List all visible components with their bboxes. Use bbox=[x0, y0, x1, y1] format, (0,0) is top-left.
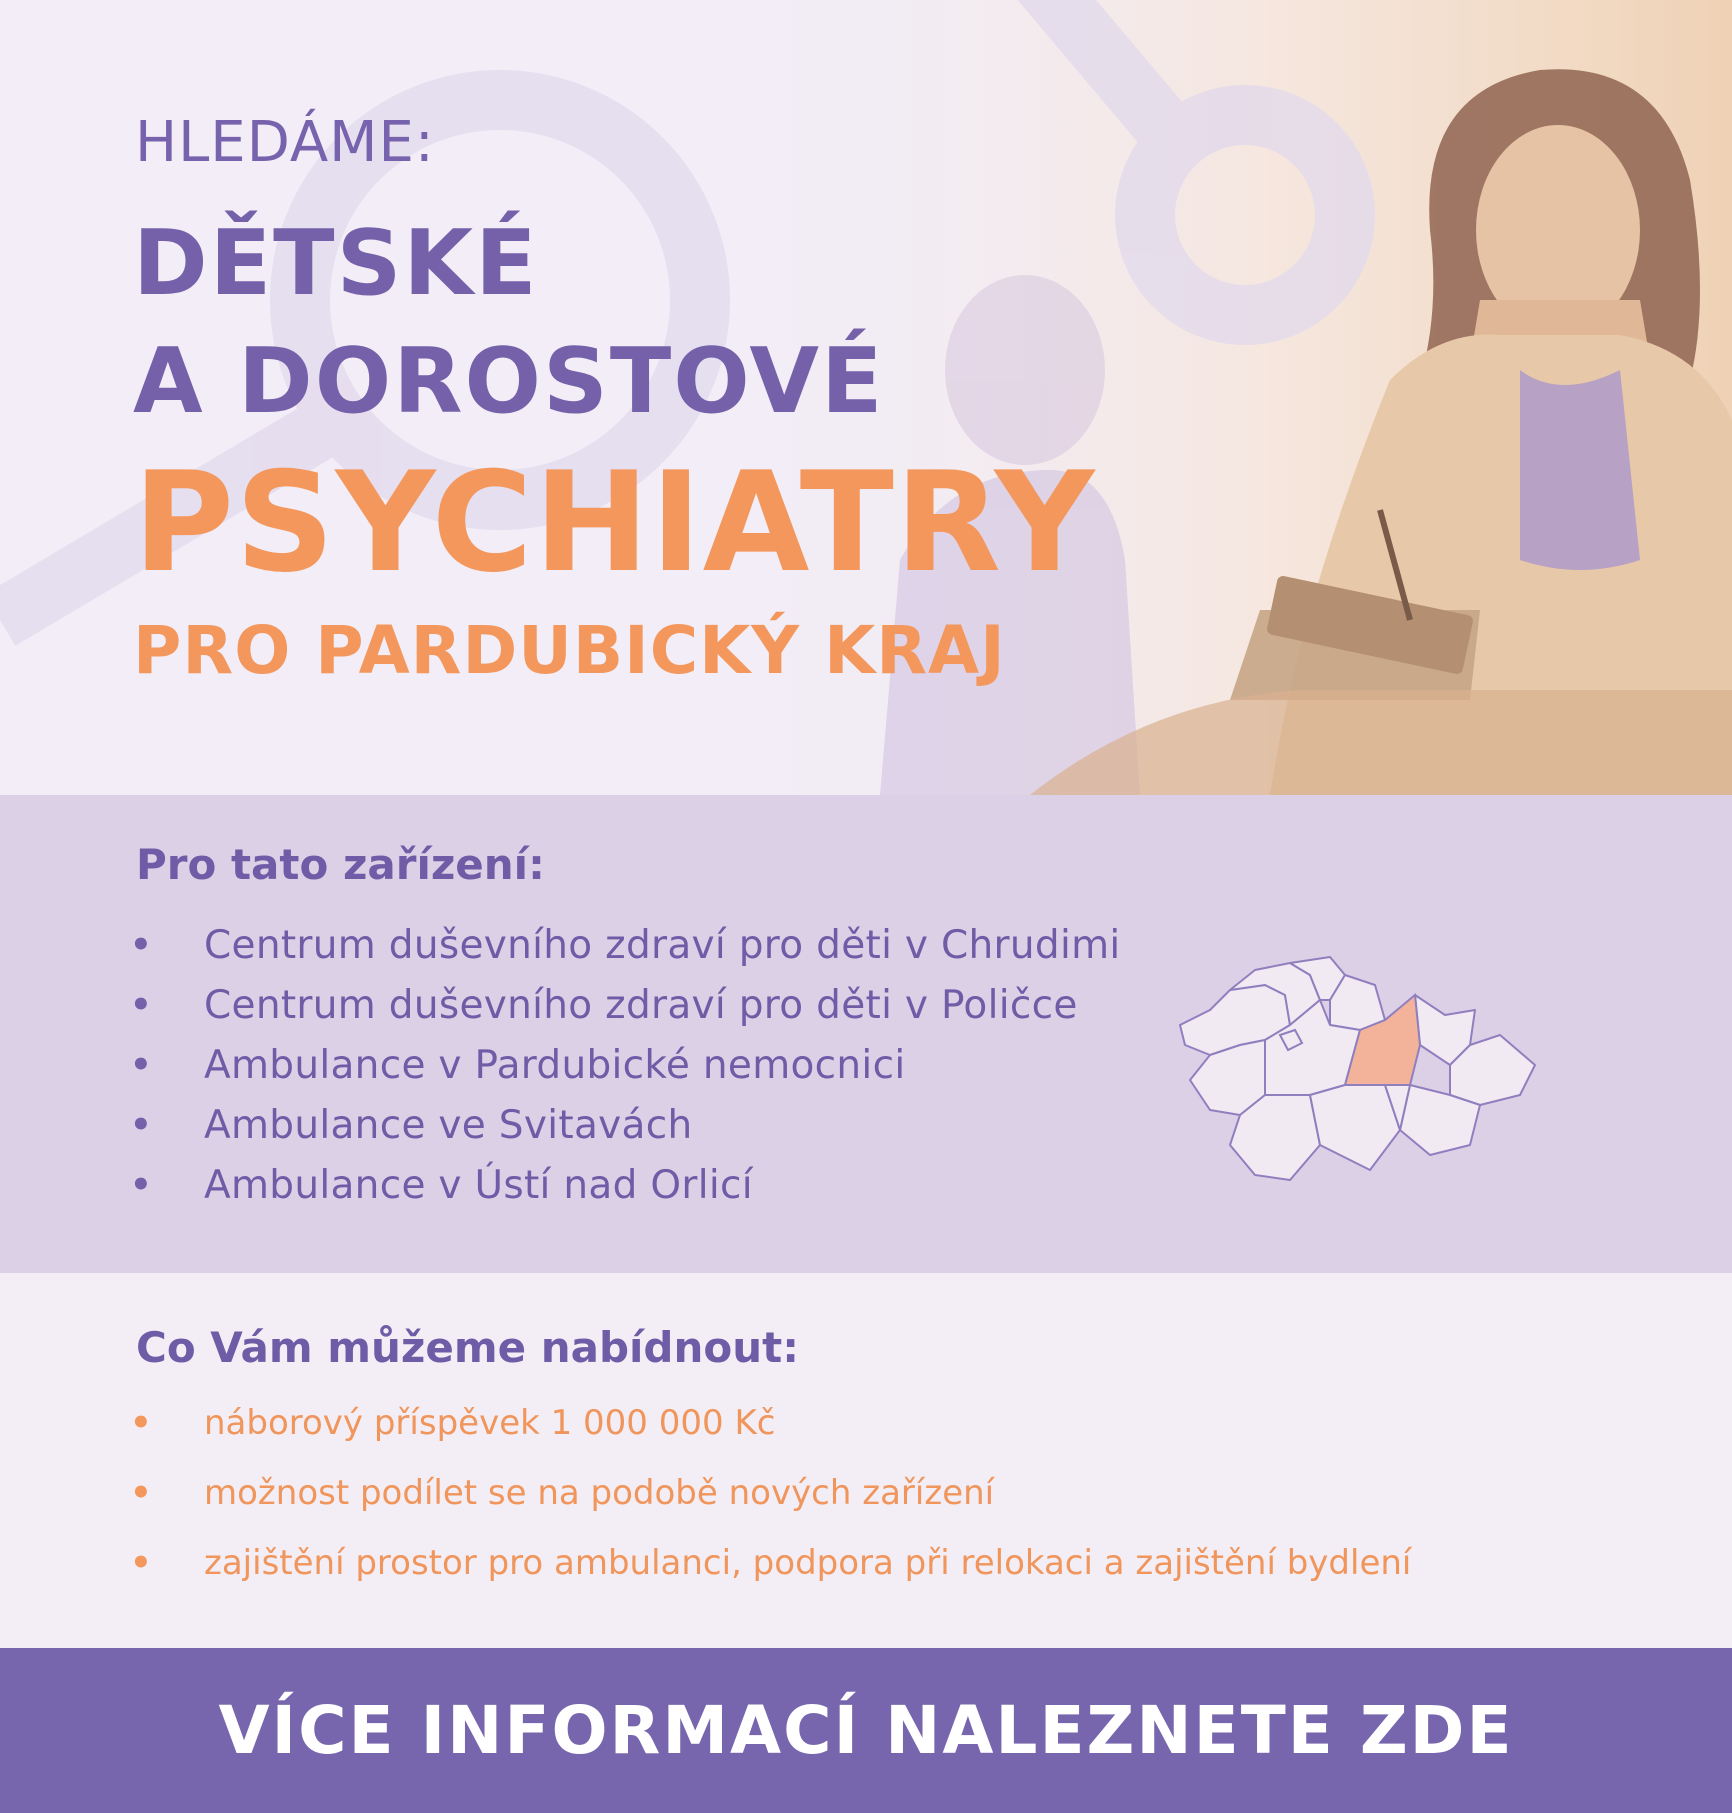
czech-regions-map bbox=[1170, 955, 1560, 1190]
facilities-heading: Pro tato zařízení: bbox=[136, 840, 545, 889]
list-item-text: Ambulance v Ústí nad Orlicí bbox=[204, 1162, 753, 1208]
hero-section bbox=[0, 0, 1732, 795]
list-item bbox=[130, 1155, 1121, 1215]
headline-accent: PSYCHIATRY bbox=[133, 442, 1096, 603]
list-item-text: zajištění prostor pro ambulanci, podpora při relokaci a zajištění bydlení bbox=[204, 1543, 1412, 1583]
map-region bbox=[1310, 1085, 1400, 1170]
bullet-icon: • bbox=[130, 985, 152, 1025]
headline-line-2: A DOROSTOVÉ bbox=[133, 329, 885, 434]
headline-subtitle: PRO PARDUBICKÝ KRAJ bbox=[133, 612, 1006, 689]
bullet-icon: • bbox=[130, 1543, 152, 1583]
bullet-icon: • bbox=[130, 1045, 152, 1085]
list-item-text: Ambulance ve Svitavách bbox=[204, 1102, 693, 1148]
bullet-icon: • bbox=[130, 1105, 152, 1145]
list-item-text: možnost podílet se na podobě nových zařízení bbox=[204, 1473, 995, 1513]
kicker-label: HLEDÁME: bbox=[135, 110, 435, 175]
more-info-button[interactable] bbox=[0, 1648, 1732, 1813]
list-item bbox=[130, 915, 1121, 975]
list-item bbox=[130, 1458, 1411, 1528]
offer-list bbox=[130, 1388, 1411, 1598]
offer-heading: Co Vám můžeme nabídnout: bbox=[136, 1323, 799, 1372]
list-item bbox=[130, 1388, 1411, 1458]
list-item bbox=[130, 1095, 1121, 1155]
bullet-icon: • bbox=[130, 1165, 152, 1205]
list-item-text: Ambulance v Pardubické nemocnici bbox=[204, 1042, 906, 1088]
hero-headline-block bbox=[133, 110, 1096, 693]
list-item-text: Centrum duševního zdraví pro děti v Poličce bbox=[204, 982, 1078, 1028]
list-item-text: Centrum duševního zdraví pro děti v Chrudimi bbox=[204, 922, 1121, 968]
list-item-text: náborový příspěvek 1 000 000 Kč bbox=[204, 1403, 776, 1443]
facilities-section bbox=[0, 795, 1732, 1273]
list-item bbox=[130, 975, 1121, 1035]
bullet-icon: • bbox=[130, 1403, 152, 1443]
list-item bbox=[130, 1528, 1411, 1598]
headline-line-1: DĚTSKÉ bbox=[133, 211, 539, 316]
list-item bbox=[130, 1035, 1121, 1095]
facilities-list bbox=[130, 915, 1121, 1215]
more-info-label: VÍCE INFORMACÍ NALEZNETE ZDE bbox=[218, 1692, 1514, 1769]
bullet-icon: • bbox=[130, 925, 152, 965]
bullet-icon: • bbox=[130, 1473, 152, 1513]
offer-section bbox=[0, 1273, 1732, 1648]
